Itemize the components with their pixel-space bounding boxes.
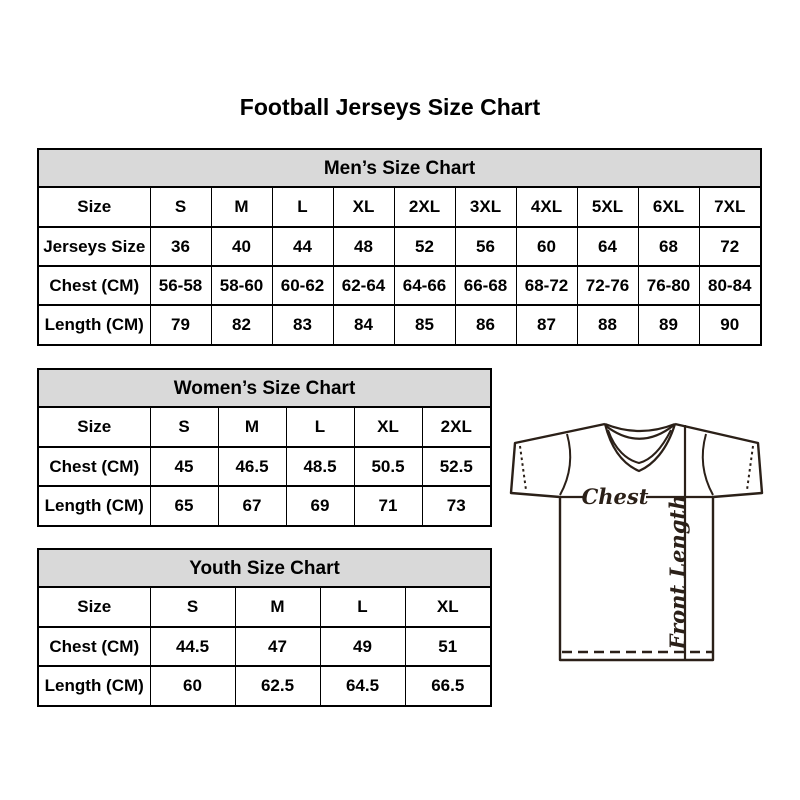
- row-label-cell: Size: [39, 408, 150, 447]
- value-cell: 51: [405, 627, 490, 666]
- value-cell: 85: [394, 305, 455, 344]
- right-cuff-stitch: [747, 446, 753, 490]
- row-label-cell: Chest (CM): [39, 447, 150, 486]
- collar-inner-v: [608, 430, 671, 463]
- value-cell: 58-60: [211, 266, 272, 305]
- row-label-cell: Length (CM): [39, 486, 150, 525]
- table-row: [39, 627, 490, 666]
- left-cuff-stitch: [520, 446, 526, 490]
- value-cell: M: [218, 408, 286, 447]
- row-label-cell: Size: [39, 588, 150, 627]
- value-cell: 64-66: [394, 266, 455, 305]
- value-cell: 2XL: [422, 408, 490, 447]
- page-title: Football Jerseys Size Chart: [239, 94, 541, 120]
- womens-table-title: Women’s Size Chart: [39, 370, 490, 408]
- table-row: [39, 486, 490, 525]
- value-cell: 48: [333, 227, 394, 266]
- value-cell: 40: [211, 227, 272, 266]
- table-row: [39, 666, 490, 705]
- value-cell: 6XL: [638, 188, 699, 227]
- right-armhole-seam: [703, 434, 713, 495]
- value-cell: 68: [638, 227, 699, 266]
- value-cell: 7XL: [699, 188, 760, 227]
- jersey-measurement-diagram: [505, 408, 767, 670]
- value-cell: 62-64: [333, 266, 394, 305]
- mens-size-chart: [37, 148, 762, 346]
- table-row: [39, 588, 490, 627]
- value-cell: L: [320, 588, 405, 627]
- youth-table-title: Youth Size Chart: [39, 550, 490, 588]
- value-cell: 5XL: [577, 188, 638, 227]
- youth-size-chart: [37, 548, 492, 707]
- table-row: [39, 188, 760, 227]
- value-cell: 49: [320, 627, 405, 666]
- value-cell: 68-72: [516, 266, 577, 305]
- value-cell: 60: [516, 227, 577, 266]
- value-cell: 69: [286, 486, 354, 525]
- value-cell: 50.5: [354, 447, 422, 486]
- row-label-cell: Chest (CM): [39, 266, 150, 305]
- value-cell: 52.5: [422, 447, 490, 486]
- value-cell: 87: [516, 305, 577, 344]
- value-cell: 3XL: [455, 188, 516, 227]
- value-cell: M: [211, 188, 272, 227]
- table-row: [39, 227, 760, 266]
- value-cell: 48.5: [286, 447, 354, 486]
- value-cell: 71: [354, 486, 422, 525]
- value-cell: 46.5: [218, 447, 286, 486]
- value-cell: 86: [455, 305, 516, 344]
- value-cell: L: [286, 408, 354, 447]
- row-label-cell: Jerseys Size: [39, 227, 150, 266]
- collar-top-arc: [605, 424, 675, 431]
- jersey-outline: [511, 424, 762, 660]
- value-cell: 56: [455, 227, 516, 266]
- value-cell: 82: [211, 305, 272, 344]
- womens-size-chart: [37, 368, 492, 527]
- chest-label: Chest: [581, 484, 649, 509]
- value-cell: 80-84: [699, 266, 760, 305]
- value-cell: 84: [333, 305, 394, 344]
- value-cell: 60: [150, 666, 235, 705]
- row-label-cell: Chest (CM): [39, 627, 150, 666]
- table-row: [39, 408, 490, 447]
- value-cell: 65: [150, 486, 218, 525]
- value-cell: 79: [150, 305, 211, 344]
- mens-table-grid: [39, 188, 760, 344]
- row-label-cell: Length (CM): [39, 666, 150, 705]
- table-row: [39, 447, 490, 486]
- value-cell: 44.5: [150, 627, 235, 666]
- value-cell: XL: [405, 588, 490, 627]
- value-cell: 47: [235, 627, 320, 666]
- value-cell: M: [235, 588, 320, 627]
- youth-table-grid: [39, 588, 490, 705]
- front-length-label: Front Length: [665, 494, 690, 650]
- value-cell: XL: [333, 188, 394, 227]
- value-cell: 62.5: [235, 666, 320, 705]
- row-label-cell: Size: [39, 188, 150, 227]
- value-cell: 88: [577, 305, 638, 344]
- value-cell: 66.5: [405, 666, 490, 705]
- value-cell: 73: [422, 486, 490, 525]
- value-cell: S: [150, 188, 211, 227]
- value-cell: 89: [638, 305, 699, 344]
- value-cell: 36: [150, 227, 211, 266]
- value-cell: 2XL: [394, 188, 455, 227]
- value-cell: 76-80: [638, 266, 699, 305]
- value-cell: 66-68: [455, 266, 516, 305]
- value-cell: S: [150, 408, 218, 447]
- row-label-cell: Length (CM): [39, 305, 150, 344]
- value-cell: 44: [272, 227, 333, 266]
- value-cell: 60-62: [272, 266, 333, 305]
- mens-table-title: Men’s Size Chart: [39, 150, 760, 188]
- womens-table-grid: [39, 408, 490, 525]
- value-cell: L: [272, 188, 333, 227]
- value-cell: 56-58: [150, 266, 211, 305]
- left-armhole-seam: [560, 434, 570, 495]
- value-cell: 90: [699, 305, 760, 344]
- value-cell: 52: [394, 227, 455, 266]
- table-row: [39, 305, 760, 344]
- value-cell: 4XL: [516, 188, 577, 227]
- value-cell: S: [150, 588, 235, 627]
- table-row: [39, 266, 760, 305]
- value-cell: 67: [218, 486, 286, 525]
- value-cell: 45: [150, 447, 218, 486]
- value-cell: 83: [272, 305, 333, 344]
- value-cell: 64: [577, 227, 638, 266]
- value-cell: 72-76: [577, 266, 638, 305]
- value-cell: 72: [699, 227, 760, 266]
- value-cell: XL: [354, 408, 422, 447]
- value-cell: 64.5: [320, 666, 405, 705]
